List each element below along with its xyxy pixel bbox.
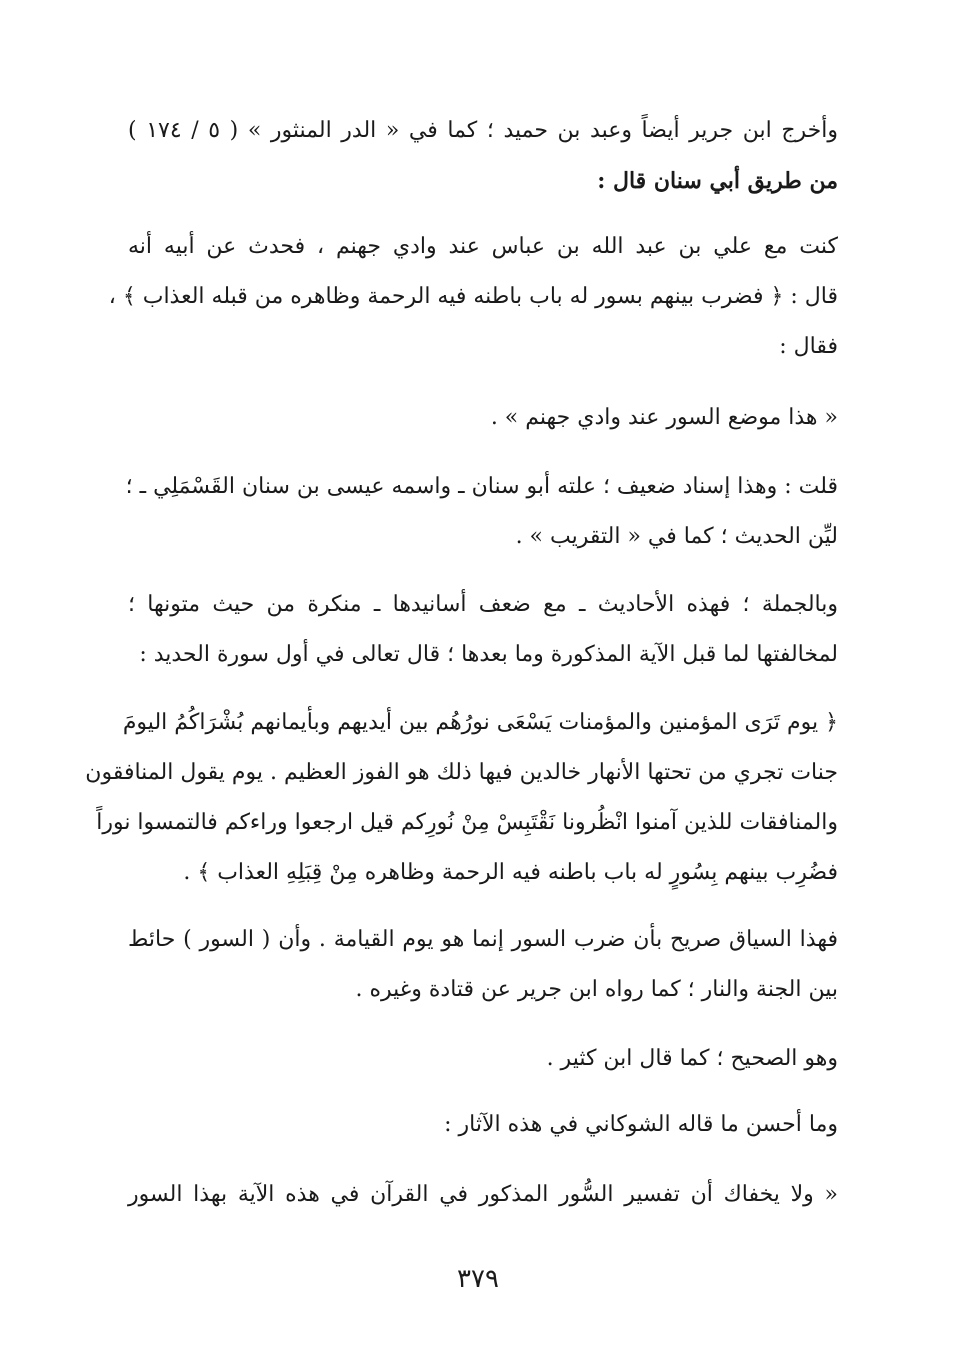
paragraph-9-line-1: وما أحسن ما قاله الشوكاني في هذه الآثار : [444, 1112, 838, 1137]
paragraph-1-line-1: وأخرج ابن جرير أيضاً وعبد بن حميد ؛ كما في « الدر المنثور » ( ٥ / ١٧٤ ) [128, 118, 839, 143]
paragraph-7-line-1: فهذا السياق صريح بأن ضرب السور إنما هو يوم القيامة . وأن ( السور ) حائط [128, 927, 838, 952]
quran-quote-line-3: والمنافقات للذين آمنوا انْظُرونا نَقْتَبِسْ مِنْ نُورِكم قيل ارجعوا وراءكم فالتمسوا نوراً [96, 810, 838, 835]
quran-quote-line-4: فضُرِب بينهم بِسُورٍ له باب باطنه فيه الرحمة وظاهره مِنْ قِبَلِهِ العذاب ﴾ . [183, 860, 838, 885]
paragraph-10-line-1: « ولا يخفاك أن تفسير السُّور المذكور في القرآن في هذه الآية بهذا السور [128, 1182, 838, 1207]
paragraph-1-line-2: من طريق أبي سنان قال : [597, 168, 838, 194]
paragraph-2-line-2: قال : ﴿ فضرب بينهم بسور له باب باطنه فيه الرحمة وظاهره من قبله العذاب ﴾ ، [108, 284, 838, 309]
paragraph-3-line-1: « هذا موضع السور عند وادي جهنم » . [490, 405, 838, 430]
paragraph-8-line-1: وهو الصحيح ؛ كما قال ابن كثير . [546, 1046, 838, 1071]
page-number: ٣٧٩ [457, 1264, 499, 1294]
paragraph-2-line-3: فقال : [779, 334, 838, 359]
quran-quote-line-1: ﴿ يوم تَرَى المؤمنين والمؤمنات يَسْعَى نورُهُم بين أيديهم وبأيمانهم بُشْرَاكُمُ اليومَ [122, 710, 838, 735]
paragraph-7-line-2: بين الجنة والنار ؛ كما رواه ابن جرير عن قتادة وغيره . [355, 977, 838, 1002]
paragraph-4-line-2: ليِّن الحديث ؛ كما في « التقريب » . [515, 524, 838, 549]
paragraph-2-line-1: كنت مع علي بن عبد الله بن عباس عند وادي جهنم ، فحدث عن أبيه أنه [128, 234, 838, 259]
paragraph-5-line-1: وبالجملة ؛ فهذه الأحاديث ـ مع ضعف أسانيدها ـ منكرة من حيث متونها ؛ [128, 592, 838, 617]
paragraph-5-line-2: لمخالفتها لما قبل الآية المذكورة وما بعدها ؛ قال تعالى في أول سورة الحديد : [139, 642, 838, 667]
quran-quote-line-2: جنات تجري من تحتها الأنهار خالدين فيها ذلك هو الفوز العظيم . يوم يقول المنافقون [85, 760, 838, 785]
paragraph-4-line-1: قلت : وهذا إسناد ضعيف ؛ علته أبو سنان ـ واسمه عيسى بن سنان القَسْمَلِي ـ ؛ [125, 474, 838, 499]
